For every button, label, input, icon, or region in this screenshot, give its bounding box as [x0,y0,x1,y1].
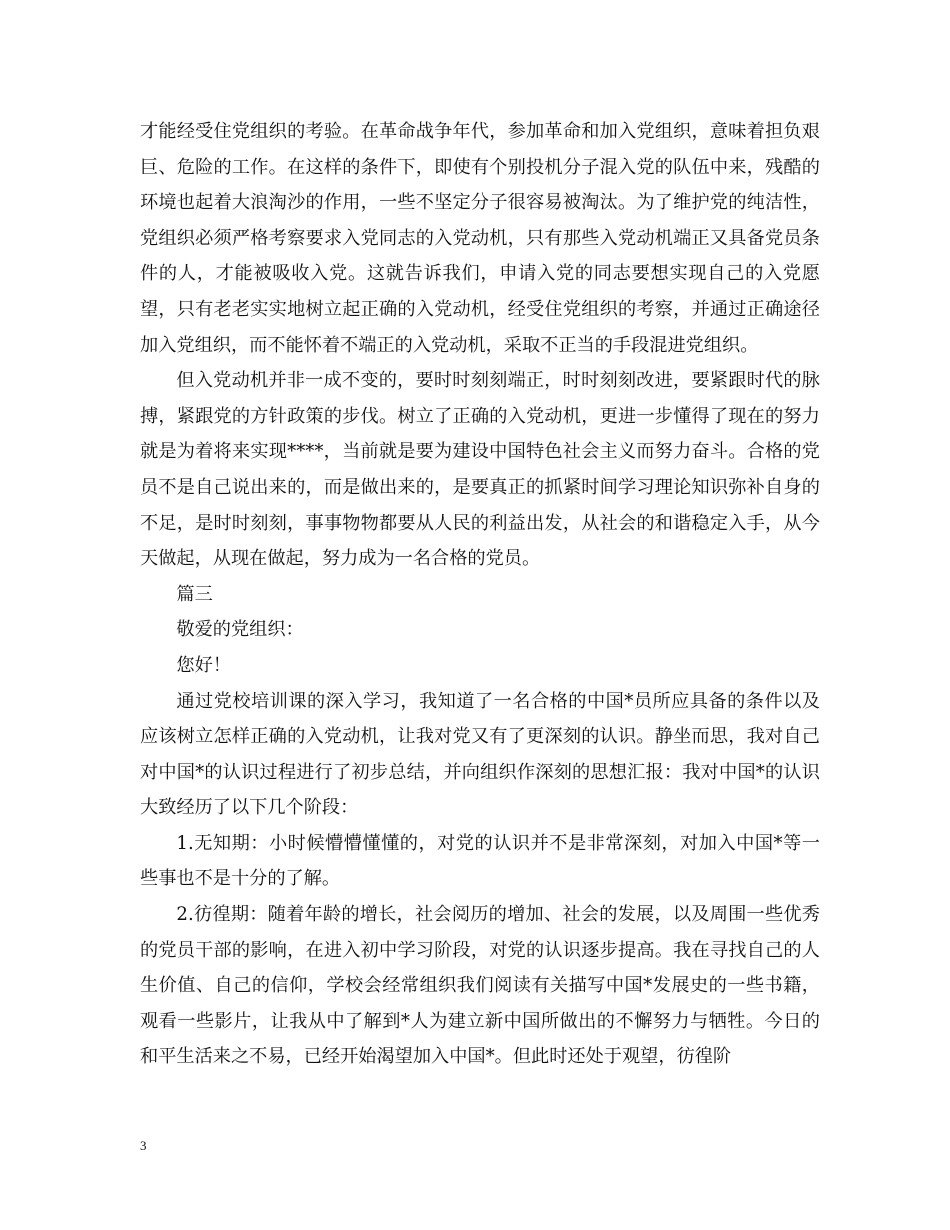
document-body [140,114,820,1075]
section-heading: 篇三 [176,583,213,605]
paragraph-stage-1: 1.无知期：小时候懵懵懂懂的，对党的认识并不是非常深刻，对加入中国*等一些事也不是十分的了解。 [140,832,820,890]
greeting: 您好！ [176,654,231,676]
paragraph-continuation: 才能经受住党组织的考验。在革命战争年代，参加革命和加入党组织，意味着担负艰巨、危险的工作。在这样的条件下，即使有个别投机分子混入党的队伍中来，残酷的环境也起着大浪淘沙的作用，一些不坚定分子很容易被淘汰。为了维护党的纯洁性，党组织必须严格考察要求入党同志的入党动机，只有那些入党动机端正又具备党员条件的人，才能被吸收入党。这就告诉我们，申请入党的同志要想实现自己的入党愿望，只有老老实实地树立起正确的入党动机，经受住党组织的考察，并通过正确途径加入党组织，而不能怀着不端正的入党动机，采取不正当的手段混进党组织。 [140,121,820,356]
salutation: 敬爱的党组织： [176,619,304,641]
paragraph-stage-2: 2.彷徨期：随着年龄的增长，社会阅历的增加、社会的发展，以及周围一些优秀的党员干部的影响，在进入初中学习阶段，对党的认识逐步提高。我在寻找自己的人生价值、自己的信仰，学校会经常组织我们阅读有关描写中国*发展史的一些书籍，观看一些影片，让我从中了解到*人为建立新中国所做出的不懈努力与牺牲。今日的和平生活来之不易，已经开始渴望加入中国*。但此时还处于观望，彷徨阶 [140,904,820,1068]
paragraph-intro: 通过党校培训课的深入学习，我知道了一名合格的中国*员所应具备的条件以及应该树立怎样正确的入党动机，让我对党又有了更深刻的认识。静坐而思，我对自己对中国*的认识过程进行了初步总结，并向组织作深刻的思想汇报：我对中国*的认识大致经历了以下几个阶段： [140,690,820,819]
page-number: 3 [140,1138,147,1153]
paragraph-motivation: 但入党动机并非一成不变的，要时时刻刻端正，时时刻刻改进，要紧跟时代的脉搏，紧跟党的方针政策的步伐。树立了正确的入党动机，更进一步懂得了现在的努力就是为着将来实现****，当前就是要为建设中国特色社会主义而努力奋斗。合格的党员不是自己说出来的，而是做出来的，是要真正的抓紧时间学习理论知识弥补自身的不足，是时时刻刻，事事物物都要从人民的利益出发，从社会的和谐稳定入手，从今天做起，从现在做起，努力成为一名合格的党员。 [140,370,820,570]
